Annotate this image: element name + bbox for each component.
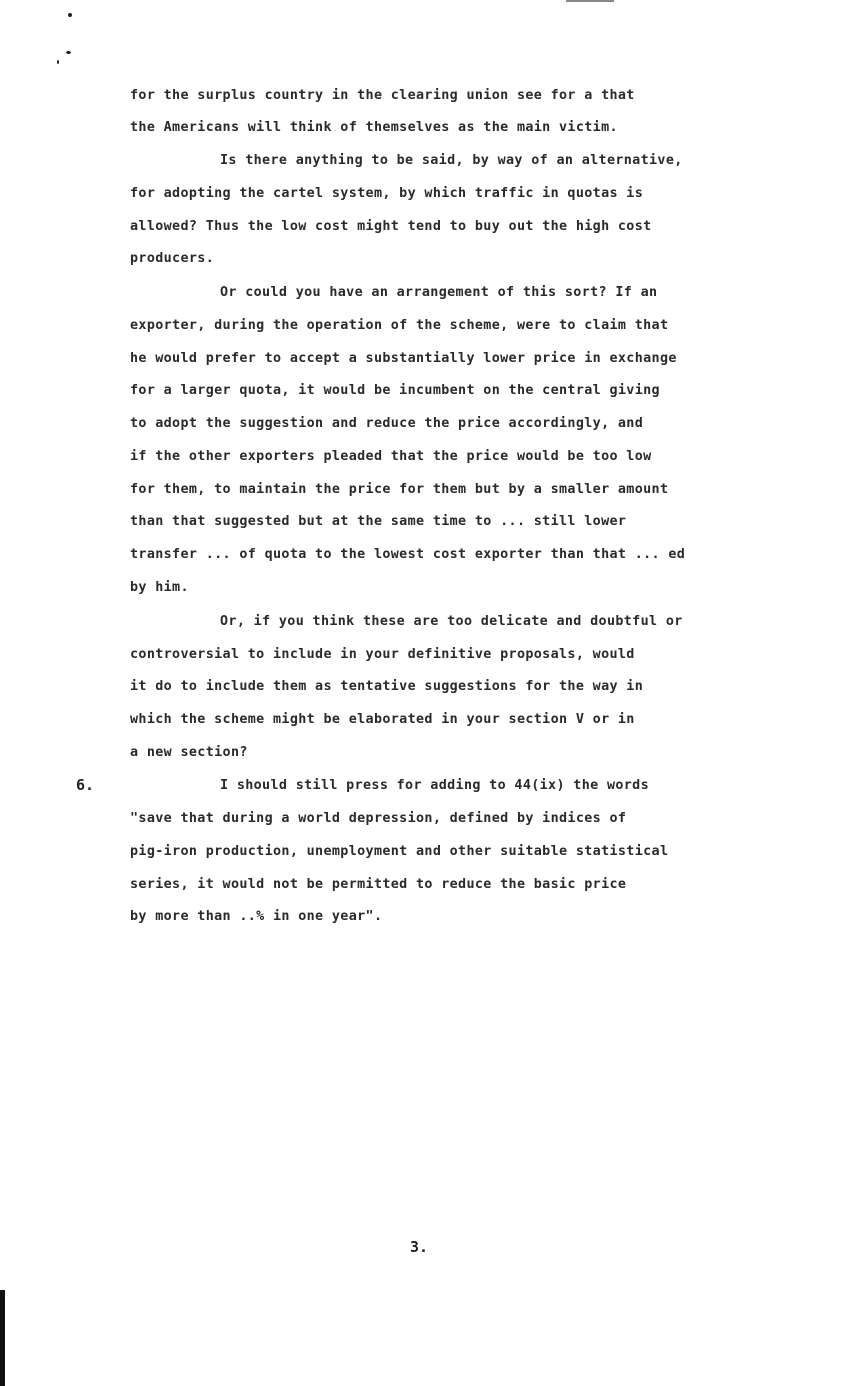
text-line: exporter, during the operation of the scheme, were to claim that: [130, 318, 669, 333]
scan-speck: [68, 13, 72, 17]
text-line: "save that during a world depression, defined by indices of: [130, 811, 627, 826]
scan-edge: [0, 1290, 5, 1386]
text-line: pig-iron production, unemployment and other suitable statistical: [130, 844, 669, 859]
text-line: a new section?: [130, 745, 248, 760]
text-line: the Americans will think of themselves as the main victim.: [130, 120, 618, 135]
text-line: to adopt the suggestion and reduce the price accordingly, and: [130, 416, 644, 431]
paragraph-number: 6.: [76, 776, 95, 794]
text-line: by more than ..% in one year".: [130, 909, 383, 924]
text-line: Or could you have an arrangement of this sort? If an: [220, 285, 658, 300]
text-line: for them, to maintain the price for them but by a smaller amount: [130, 482, 669, 497]
text-line: transfer ... of quota to the lowest cost exporter than that ... ed: [130, 547, 686, 562]
text-line: producers.: [130, 251, 215, 266]
text-line: for the surplus country in the clearing union see for a that: [130, 88, 635, 103]
text-line: it do to include them as tentative suggestions for the way in: [130, 679, 644, 694]
text-line: allowed? Thus the low cost might tend to buy out the high cost: [130, 219, 652, 234]
text-line: by him.: [130, 580, 189, 595]
scan-speck: [66, 51, 71, 54]
text-line: controversial to include in your definitive proposals, would: [130, 647, 635, 662]
text-line: series, it would not be permitted to reduce the basic price: [130, 877, 627, 892]
text-line: if the other exporters pleaded that the price would be too low: [130, 449, 652, 464]
text-line: he would prefer to accept a substantially lower price in exchange: [130, 351, 677, 366]
page-number: 3.: [410, 1238, 429, 1256]
scan-speck: [566, 0, 614, 2]
text-line: Or, if you think these are too delicate and doubtful or: [220, 614, 683, 629]
text-line: which the scheme might be elaborated in your section V or in: [130, 712, 635, 727]
text-line: for a larger quota, it would be incumbent on the central giving: [130, 383, 660, 398]
text-line: Is there anything to be said, by way of an alternative,: [220, 153, 683, 168]
scan-speck: [57, 60, 59, 64]
text-line: I should still press for adding to 44(ix) the words: [220, 778, 650, 793]
text-line: than that suggested but at the same time to ... still lower: [130, 514, 627, 529]
text-line: for adopting the cartel system, by which traffic in quotas is: [130, 186, 644, 201]
